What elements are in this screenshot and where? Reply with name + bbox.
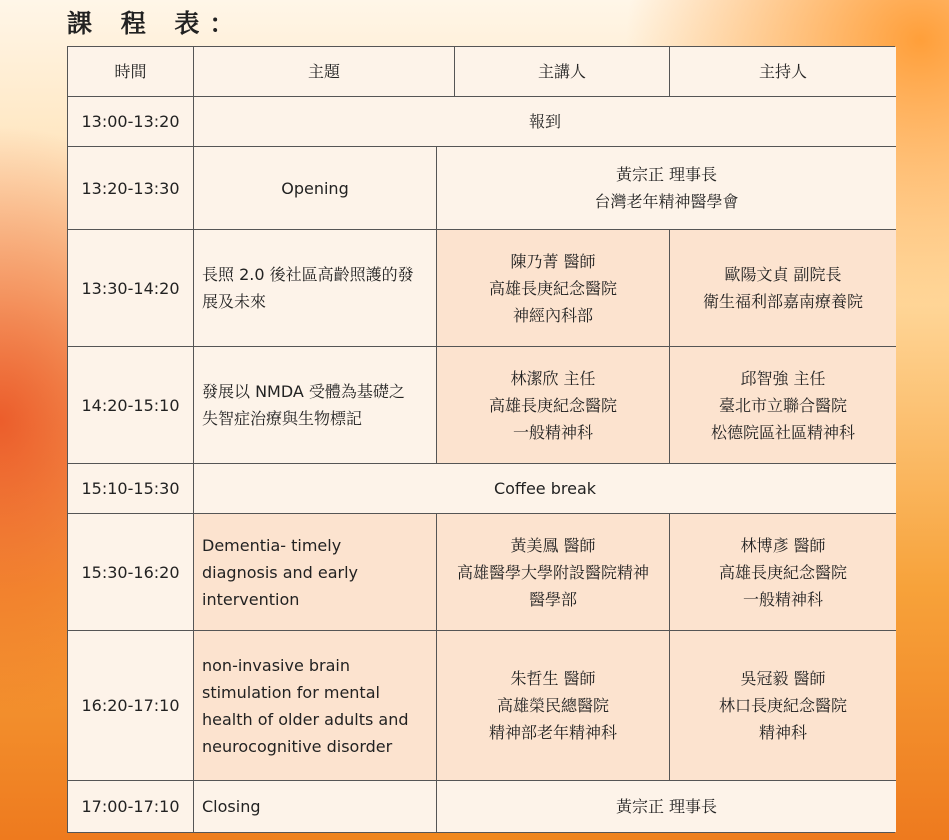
- topic-cell: [194, 230, 437, 347]
- speaker-cell: [437, 147, 896, 230]
- speaker-cell: [437, 631, 670, 781]
- header-speaker: 主講人: [455, 47, 670, 97]
- moderator-cell: [670, 631, 896, 781]
- speaker-line: 高雄醫學大學附設醫院精神: [456, 562, 649, 582]
- moderator-line: 吳冠毅 醫師: [740, 669, 826, 688]
- speaker-cell: [437, 347, 670, 464]
- topic-line: diagnosis and early: [202, 562, 359, 582]
- speaker-line: 黃宗正 理事長: [615, 165, 718, 184]
- moderator-line: 高雄長庚紀念醫院: [718, 562, 847, 582]
- header-time: 時間: [68, 47, 194, 97]
- speaker-line: 神經內科部: [512, 305, 593, 325]
- moderator-line: 精神科: [758, 723, 807, 742]
- registration-cell: 報到: [194, 97, 896, 147]
- schedule-table: [67, 46, 895, 833]
- moderator-line: 林口長庚紀念醫院: [718, 696, 847, 715]
- time-cell: 15:10-15:30: [68, 464, 194, 514]
- speaker-line: 高雄長庚紀念醫院: [488, 278, 617, 298]
- topic-line: health of older adults and: [202, 709, 409, 729]
- moderator-line: 臺北市立聯合醫院: [718, 395, 847, 415]
- moderator-line: 邱智強 主任: [740, 368, 826, 388]
- time-cell: 15:30-16:20: [68, 514, 194, 631]
- topic-cell: Closing: [194, 781, 437, 832]
- topic-line: Dementia- timely: [202, 535, 342, 555]
- speaker-line: 醫學部: [528, 589, 577, 609]
- speaker-line: 林潔欣 主任: [510, 368, 596, 388]
- moderator-line: 松德院區社區精神科: [710, 422, 855, 442]
- speaker-line: 台灣老年精神醫學會: [594, 192, 739, 211]
- header-moderator: 主持人: [670, 47, 896, 97]
- moderator-cell: [670, 347, 896, 464]
- topic-line: 失智症治療與生物標記: [202, 409, 363, 428]
- topic-line: 發展以 NMDA 受體為基礎之: [202, 382, 405, 401]
- time-cell: 13:30-14:20: [68, 230, 194, 347]
- time-cell: 16:20-17:10: [68, 631, 194, 781]
- topic-cell: [194, 514, 437, 631]
- speaker-cell: 黃宗正 理事長: [437, 781, 896, 832]
- topic-cell: Opening: [194, 147, 437, 230]
- topic-cell: [194, 631, 437, 781]
- time-cell: 17:00-17:10: [68, 781, 194, 832]
- moderator-cell: [670, 514, 896, 631]
- topic-line: stimulation for mental: [202, 682, 380, 702]
- time-cell: 13:20-13:30: [68, 147, 194, 230]
- time-cell: 13:00-13:20: [68, 97, 194, 147]
- time-cell: 14:20-15:10: [68, 347, 194, 464]
- coffee-break-cell: Coffee break: [194, 464, 896, 514]
- moderator-cell: [670, 230, 896, 347]
- speaker-line: 精神部老年精神科: [488, 723, 617, 742]
- speaker-line: 黃美鳳 醫師: [510, 535, 596, 555]
- page-title: 課 程 表：: [67, 9, 245, 38]
- topic-line: intervention: [202, 589, 300, 609]
- topic-line: neurocognitive disorder: [202, 736, 393, 756]
- topic-line: 展及未來: [202, 292, 267, 311]
- speaker-line: 陳乃菁 醫師: [510, 251, 596, 271]
- topic-line: non-invasive brain: [202, 655, 351, 675]
- speaker-line: 朱哲生 醫師: [510, 669, 596, 688]
- speaker-cell: [437, 514, 670, 631]
- header-topic: 主題: [194, 47, 455, 97]
- moderator-line: 一般精神科: [742, 589, 823, 609]
- speaker-line: 高雄榮民總醫院: [496, 696, 609, 715]
- moderator-line: 林博彥 醫師: [740, 535, 826, 555]
- topic-cell: [194, 347, 437, 464]
- speaker-cell: [437, 230, 670, 347]
- speaker-line: 一般精神科: [512, 422, 593, 442]
- speaker-line: 高雄長庚紀念醫院: [488, 395, 617, 415]
- moderator-line: 歐陽文貞 副院長: [724, 265, 842, 284]
- moderator-line: 衛生福利部嘉南療養院: [702, 292, 863, 311]
- topic-line: 長照 2.0 後社區高齡照護的發: [202, 265, 414, 284]
